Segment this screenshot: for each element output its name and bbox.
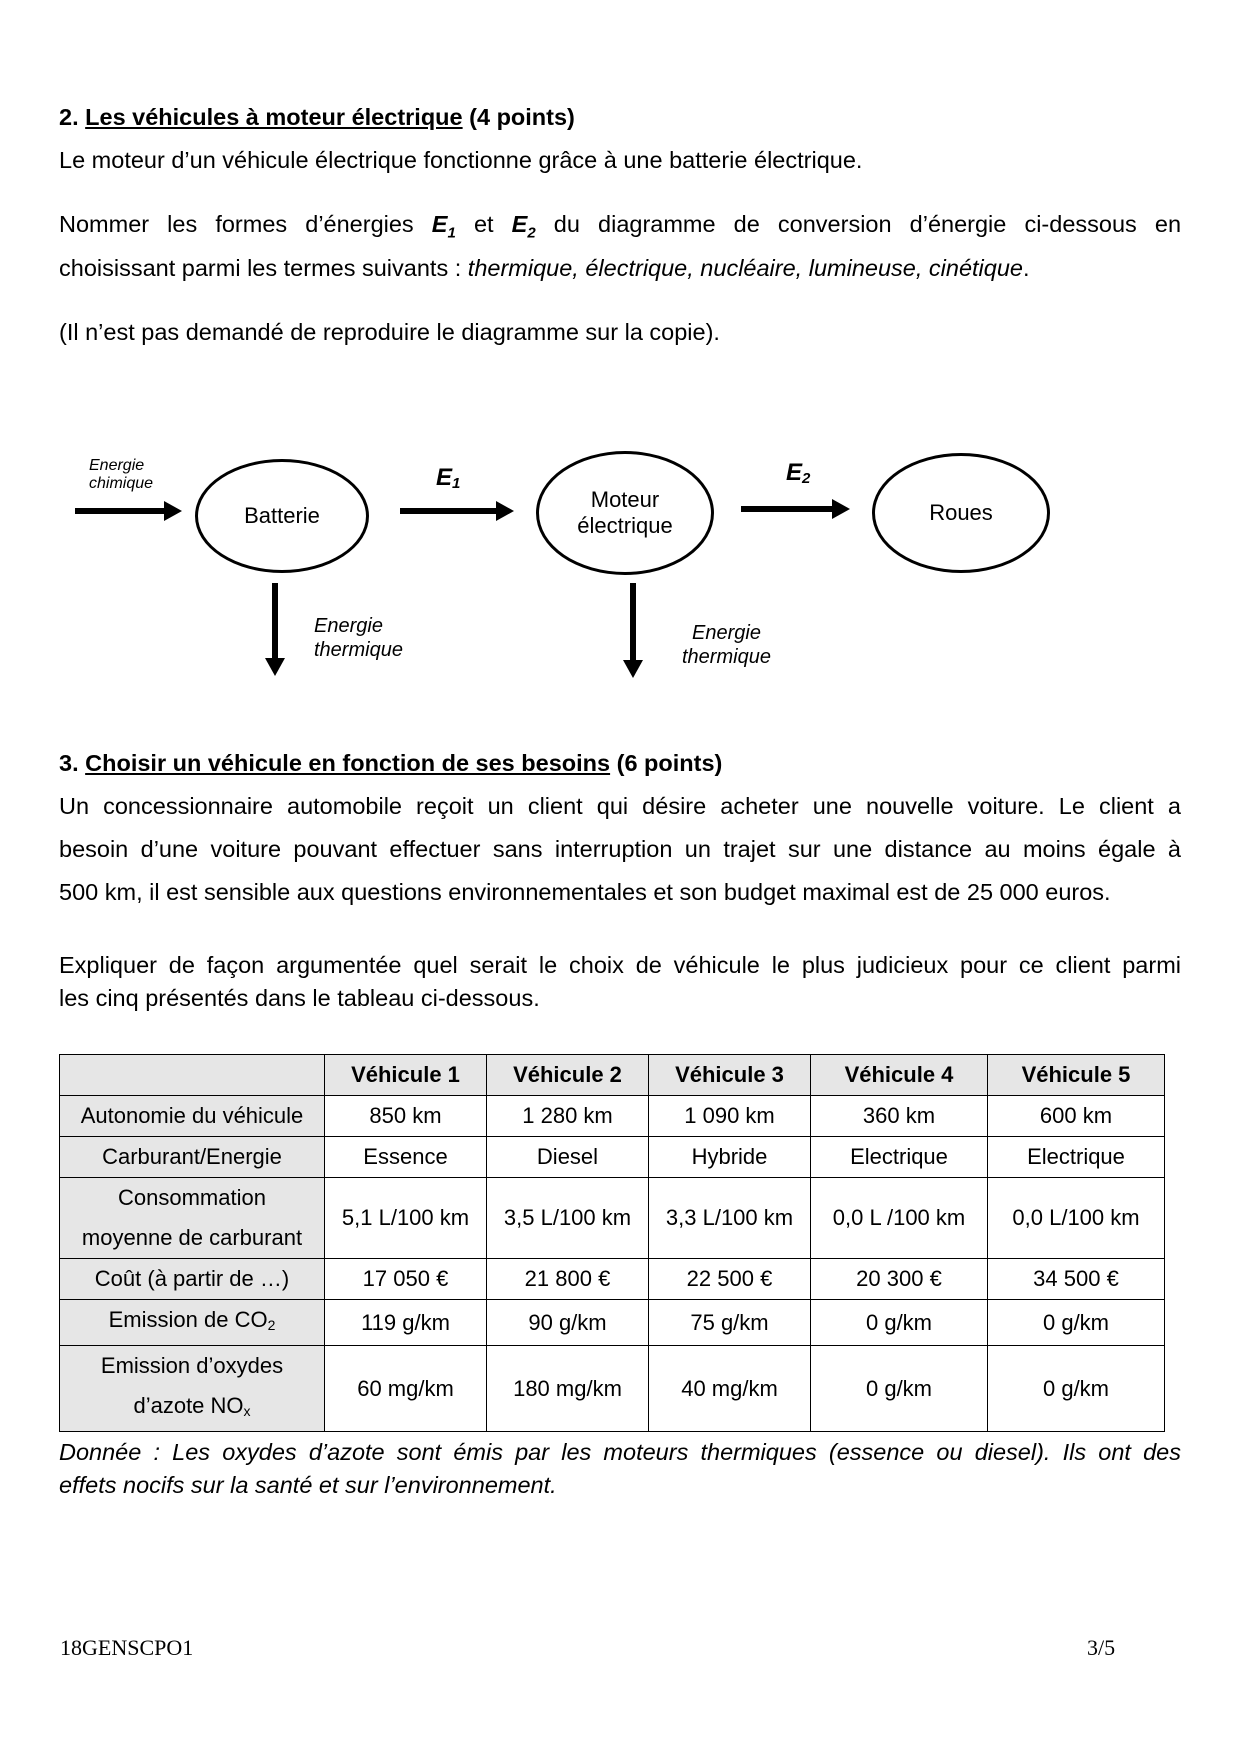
section-3-heading: 3. Choisir un véhicule en fonction de ses besoins (6 points) bbox=[59, 750, 723, 776]
section-2-points: (4 points) bbox=[469, 104, 575, 130]
footer-page-number: 3/5 bbox=[1087, 1635, 1116, 1660]
arrow-heat-loss-motor bbox=[623, 583, 643, 678]
section-3-question-line-2: les cinq présentés dans le tableau ci-dessous. bbox=[59, 985, 540, 1011]
table-row: Coût (à partir de …) 17 050 € 21 800 € 22 500 € 20 300 € 34 500 € bbox=[60, 1259, 1165, 1300]
e1-label: $E_1$ bbox=[436, 464, 461, 492]
header-vehicle-4: Véhicule 4 bbox=[811, 1055, 988, 1096]
arrow-e1 bbox=[400, 501, 514, 521]
section-2-note: (Il n’est pas demandé de reproduire le diagramme sur la copie). bbox=[59, 319, 720, 345]
row-label-nox: Emission d’oxydes d’azote $NO_x$ bbox=[60, 1346, 325, 1432]
battery-node: Batterie bbox=[195, 459, 369, 573]
energy-terms: thermique, électrique, nucléaire, lumineuse, cinétique bbox=[467, 255, 1023, 281]
section-3-paragraph-line-1: Un concessionnaire automobile reçoit un client qui désire acheter une nouvelle voiture. Le client a bbox=[59, 793, 1181, 819]
section-2-heading: 2. Les véhicules à moteur électrique (4 points) bbox=[59, 104, 575, 130]
heat-loss-motor-label: Energie thermique bbox=[682, 622, 771, 668]
wheels-node: Roues bbox=[872, 453, 1050, 573]
section-2-intro: Le moteur d’un véhicule électrique fonctionne grâce à une batterie électrique. bbox=[59, 147, 863, 173]
vehicle-comparison-table bbox=[59, 1054, 1165, 1432]
footer-code: 18GENSCPO1 bbox=[60, 1635, 194, 1660]
table-row: Emission d’oxydes d’azote $NO_x$ 60 mg/km 180 mg/km 40 mg/km 0 g/km 0 g/km bbox=[60, 1346, 1165, 1432]
motor-node: Moteur électrique bbox=[536, 451, 714, 575]
arrow-e2 bbox=[741, 499, 850, 519]
arrow-heat-loss-battery bbox=[265, 583, 285, 676]
section-2-question-line-2: choisissant parmi les termes suivants : thermique, électrique, nucléaire, lumineuse, cinétique. bbox=[59, 255, 1030, 281]
section-3-points: (6 points) bbox=[616, 750, 723, 776]
table-row: Autonomie du véhicule 850 km 1 280 km 1 090 km 360 km 600 km bbox=[60, 1096, 1165, 1137]
arrow-chemical-in bbox=[75, 501, 182, 521]
row-label-autonomy: Autonomie du véhicule bbox=[60, 1096, 325, 1137]
row-label-cost: Coût (à partir de …) bbox=[60, 1259, 325, 1300]
donnee-line-1: Donnée : Les oxydes d’azote sont émis par les moteurs thermiques (essence ou diesel). Ils ont des bbox=[59, 1439, 1181, 1465]
header-vehicle-1: Véhicule 1 bbox=[325, 1055, 487, 1096]
row-label-fuel: Carburant/Energie bbox=[60, 1137, 325, 1178]
section-2-question-line-1: Nommer les formes d’énergies $E_1$ et $E_2$ du diagramme de conversion d’énergie ci-dessous en bbox=[59, 211, 1182, 242]
row-label-consumption: Consommation moyenne de carburant bbox=[60, 1178, 325, 1259]
table-row: Carburant/Energie Essence Diesel Hybride Electrique Electrique bbox=[60, 1137, 1165, 1178]
e2-label: $E_2$ bbox=[786, 459, 811, 487]
table-row: Consommation moyenne de carburant 5,1 L/100 km 3,5 L/100 km 3,3 L/100 km 0,0 L /100 km 0,0 L/100 km bbox=[60, 1178, 1165, 1259]
section-2-title: Les véhicules à moteur électrique bbox=[85, 104, 463, 130]
header-vehicle-5: Véhicule 5 bbox=[988, 1055, 1165, 1096]
section-3-question-line-1: Expliquer de façon argumentée quel serait le choix de véhicule le plus judicieux pour ce client parmi bbox=[59, 952, 1181, 978]
heat-loss-battery-label: Energie thermique bbox=[314, 615, 403, 661]
input-energy-label: Energie chimique bbox=[89, 457, 154, 492]
table-row: Emission de $CO_2$ 119 g/km 90 g/km 75 g/km 0 g/km 0 g/km bbox=[60, 1300, 1165, 1346]
header-vehicle-2: Véhicule 2 bbox=[487, 1055, 649, 1096]
donnee-line-2: effets nocifs sur la santé et sur l’environnement. bbox=[59, 1472, 557, 1498]
table-header-row bbox=[60, 1055, 1165, 1096]
section-3-title: Choisir un véhicule en fonction de ses besoins bbox=[85, 750, 611, 776]
row-label-co2: Emission de $CO_2$ bbox=[60, 1300, 325, 1346]
section-3-paragraph-line-2: besoin d’une voiture pouvant effectuer sans interruption un trajet sur une distance au moins égale à bbox=[59, 836, 1181, 862]
energy-conversion-diagram bbox=[0, 440, 1240, 690]
section-3-paragraph-line-3: 500 km, il est sensible aux questions environnementales et son budget maximal est de 25 000 euros. bbox=[59, 879, 1111, 905]
header-vehicle-3: Véhicule 3 bbox=[649, 1055, 811, 1096]
